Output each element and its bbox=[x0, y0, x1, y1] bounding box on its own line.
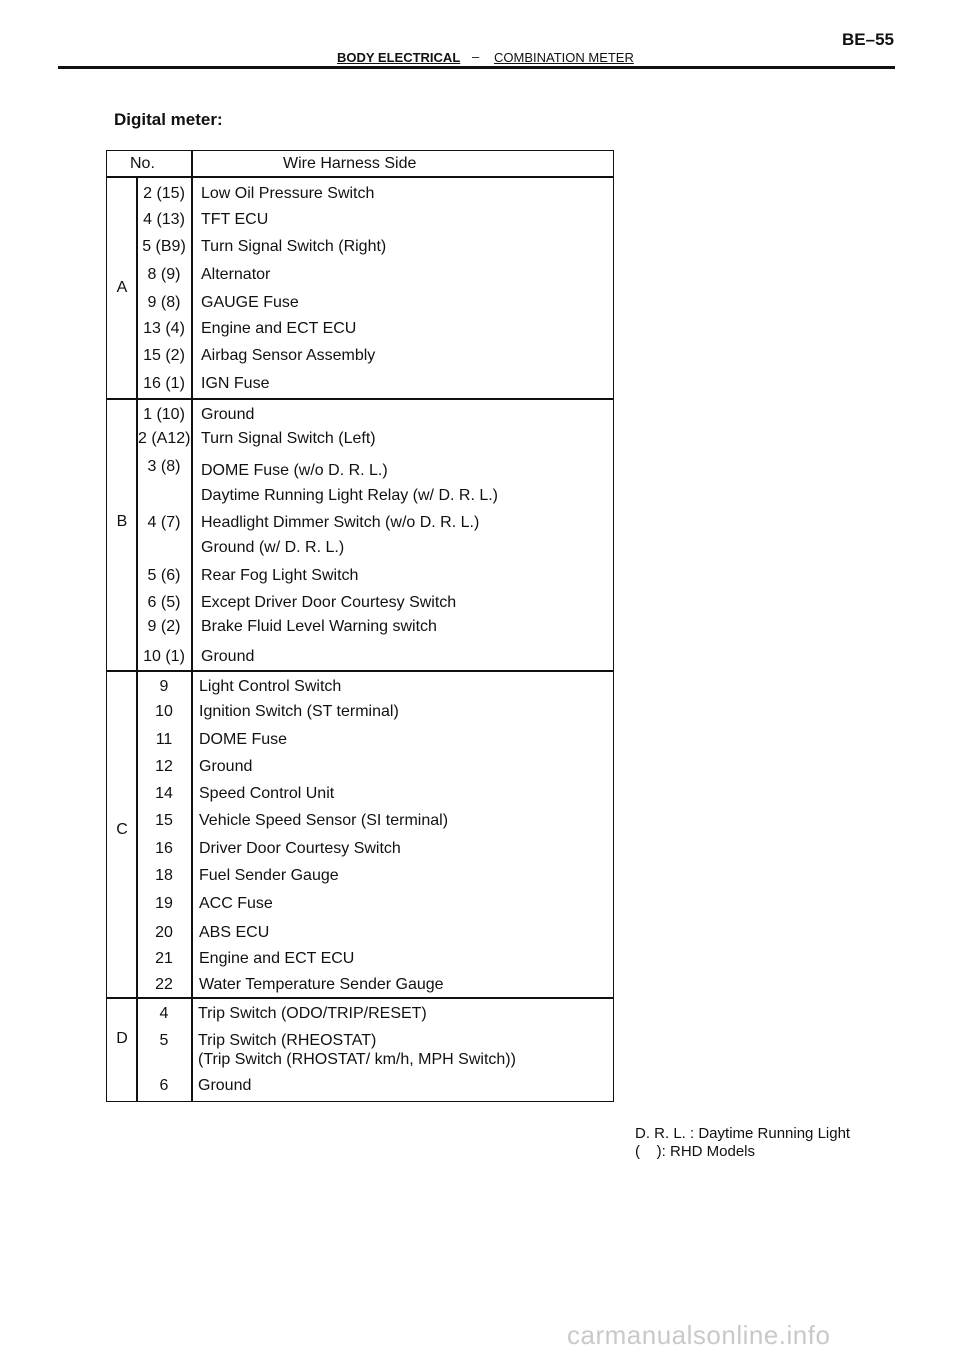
table-group-rule bbox=[106, 670, 614, 672]
wire-harness-side: Water Temperature Sender Gauge bbox=[199, 976, 444, 993]
wire-harness-side: Engine and ECT ECU bbox=[199, 950, 355, 967]
pin-number: 15 (2) bbox=[143, 347, 185, 364]
group-label-b: B bbox=[116, 513, 128, 530]
pin-number: 16 (1) bbox=[143, 375, 185, 392]
watermark-text: carmanualsonline.info bbox=[567, 1320, 831, 1350]
wire-harness-side: Trip Switch (RHEOSTAT) bbox=[198, 1032, 377, 1049]
wire-harness-side: Except Driver Door Courtesy Switch bbox=[201, 594, 457, 611]
pin-number: 20 bbox=[155, 924, 173, 941]
pin-number: 8 (9) bbox=[147, 266, 181, 283]
wire-harness-side: Turn Signal Switch (Right) bbox=[201, 238, 387, 255]
pin-number: 13 (4) bbox=[143, 320, 185, 337]
group-label-a: A bbox=[116, 279, 128, 296]
note-rhd-models: ( ): RHD Models bbox=[635, 1143, 756, 1160]
page-number: BE–55 bbox=[842, 30, 894, 49]
pin-number: 19 bbox=[155, 895, 173, 912]
wire-harness-side: Driver Door Courtesy Switch bbox=[199, 840, 401, 857]
pin-number: 21 bbox=[155, 950, 173, 967]
pin-number: 3 (8) bbox=[147, 458, 181, 475]
pin-number: 10 bbox=[155, 703, 173, 720]
wire-harness-side-continued: Ground (w/ D. R. L.) bbox=[201, 539, 345, 556]
wire-harness-side: Rear Fog Light Switch bbox=[201, 567, 359, 584]
pin-number: 6 (5) bbox=[147, 594, 181, 611]
header-section-title: BODY ELECTRICAL bbox=[337, 50, 461, 65]
pin-number: 5 (6) bbox=[147, 567, 181, 584]
pin-number: 4 bbox=[159, 1005, 169, 1022]
wire-harness-side-continued: (Trip Switch (RHOSTAT/ km/h, MPH Switch)) bbox=[198, 1051, 516, 1068]
pin-number: 9 (2) bbox=[147, 618, 181, 635]
wire-harness-side: Airbag Sensor Assembly bbox=[201, 347, 376, 364]
column-header-no: No. bbox=[130, 155, 155, 172]
wire-harness-side: Turn Signal Switch (Left) bbox=[201, 430, 376, 447]
column-header-wire-harness-side: Wire Harness Side bbox=[283, 155, 417, 172]
header-rule bbox=[58, 66, 895, 69]
table-divider-number bbox=[191, 150, 193, 1102]
pin-number: 1 (10) bbox=[143, 406, 185, 423]
wire-harness-side: GAUGE Fuse bbox=[201, 294, 299, 311]
wire-harness-side: Fuel Sender Gauge bbox=[199, 867, 339, 884]
pin-number: 10 (1) bbox=[143, 648, 185, 665]
wire-harness-side: Engine and ECT ECU bbox=[201, 320, 357, 337]
group-label-d: D bbox=[116, 1030, 128, 1047]
pin-number: 18 bbox=[155, 867, 173, 884]
table-group-rule bbox=[106, 997, 614, 999]
wire-harness-side: Headlight Dimmer Switch (w/o D. R. L.) bbox=[201, 514, 480, 531]
pin-number: 22 bbox=[155, 976, 173, 993]
pin-number: 9 (8) bbox=[147, 294, 181, 311]
note-drl-abbreviation: D. R. L. : Daytime Running Light bbox=[635, 1125, 851, 1142]
wire-harness-side: Ground bbox=[198, 1077, 252, 1094]
wire-harness-side: Alternator bbox=[201, 266, 271, 283]
pin-number: 2 (A12) bbox=[138, 430, 191, 447]
group-label-c: C bbox=[116, 821, 128, 838]
wire-harness-side: Brake Fluid Level Warning switch bbox=[201, 618, 437, 635]
wire-harness-side: Ground bbox=[201, 648, 255, 665]
pin-number: 14 bbox=[155, 785, 173, 802]
pin-number: 6 bbox=[159, 1077, 169, 1094]
table-header-rule bbox=[106, 176, 614, 178]
wire-harness-side-continued: Daytime Running Light Relay (w/ D. R. L.) bbox=[201, 487, 498, 504]
wire-harness-side: Vehicle Speed Sensor (SI terminal) bbox=[199, 812, 449, 829]
wire-harness-side: Ignition Switch (ST terminal) bbox=[199, 703, 399, 720]
section-title: Digital meter: bbox=[114, 110, 223, 129]
wire-harness-side: TFT ECU bbox=[201, 211, 269, 228]
wire-harness-side: ACC Fuse bbox=[199, 895, 273, 912]
pin-number: 11 bbox=[155, 731, 173, 748]
table-group-rule bbox=[106, 398, 614, 400]
pin-number: 5 (B9) bbox=[142, 238, 186, 255]
wire-harness-side: DOME Fuse (w/o D. R. L.) bbox=[201, 462, 388, 479]
wire-harness-side: Trip Switch (ODO/TRIP/RESET) bbox=[198, 1005, 427, 1022]
pin-number: 5 bbox=[159, 1032, 169, 1049]
wire-harness-side: Light Control Switch bbox=[199, 678, 342, 695]
pin-number: 4 (13) bbox=[143, 211, 185, 228]
wire-harness-side: Ground bbox=[201, 406, 255, 423]
pin-number: 2 (15) bbox=[143, 185, 185, 202]
wire-harness-side: Speed Control Unit bbox=[199, 785, 335, 802]
wire-harness-side: Ground bbox=[199, 758, 253, 775]
pin-number: 15 bbox=[155, 812, 173, 829]
wire-harness-side: DOME Fuse bbox=[199, 731, 288, 748]
pin-number: 9 bbox=[159, 678, 169, 695]
header-separator: – bbox=[472, 49, 480, 64]
header-subsection-title: COMBINATION METER bbox=[494, 50, 634, 65]
pin-number: 16 bbox=[155, 840, 173, 857]
wire-harness-side: IGN Fuse bbox=[201, 375, 270, 392]
wire-harness-side: Low Oil Pressure Switch bbox=[201, 185, 375, 202]
pin-number: 12 bbox=[155, 758, 173, 775]
pin-number: 4 (7) bbox=[147, 514, 181, 531]
wire-harness-side: ABS ECU bbox=[199, 924, 270, 941]
